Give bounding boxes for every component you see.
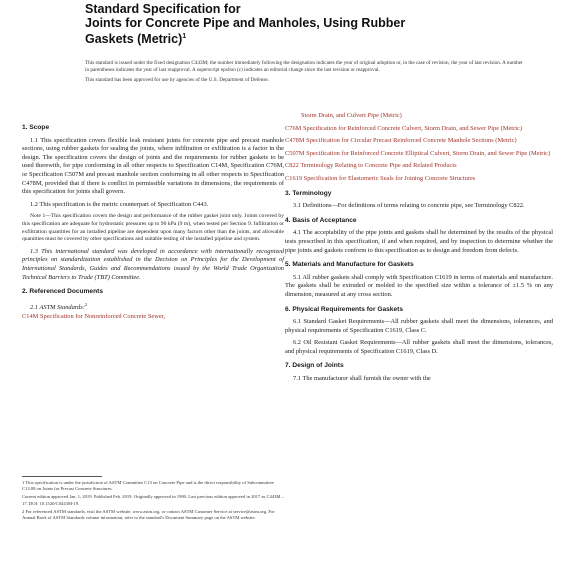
ref-text[interactable]: Specification for Elastomeric Seals for Joining Concrete Structures xyxy=(303,174,476,182)
footnotes xyxy=(22,480,284,523)
ref-c14m-continued[interactable]: Storm Drain, and Culvert Pipe (Metric) xyxy=(301,112,402,119)
ref-c507m[interactable] xyxy=(285,150,553,159)
title-line-2: Joints for Concrete Pipe and Manholes, Using Rubber xyxy=(85,16,406,30)
paragraph-1-2: 1.2 This specification is the metric counterpart of Specification C443. xyxy=(30,200,209,208)
ref-code[interactable]: C822 xyxy=(285,162,299,170)
ref-c14m[interactable] xyxy=(22,313,284,322)
ref-code[interactable]: C478M xyxy=(285,137,305,145)
paragraph-3-1: 3.1 Definitions—For definitions of terms relating to concrete pipe, see Terminology C822. xyxy=(293,202,525,210)
notice-paragraph-2: This standard has been approved for use by agencies of the U.S. Department of Defense. xyxy=(85,77,269,83)
document-title xyxy=(85,2,555,46)
section-6-heading: 6. Physical Requirements for Gaskets xyxy=(285,305,404,313)
ref-c822[interactable] xyxy=(285,162,553,171)
paragraph-1-3: 1.3 This international standard was developed in accordance with internationally recognized principles on standardization established in the Decision on Principles for the Development of International Standards, Guides and Recommendations issued by the World Trade Organization Technical Barriers to Trade (TBT) Committee. xyxy=(22,247,284,281)
ref-text[interactable]: Specification for Circular Precast Reinforced Concrete Manhole Sections (Metric) xyxy=(306,137,517,145)
ref-code[interactable]: C1619 xyxy=(285,174,303,182)
title-line-3-text: Gaskets (Metric) xyxy=(85,32,183,47)
ref-c14m-code[interactable]: C14M xyxy=(22,313,39,321)
paragraph-6-1: 6.1 Standard Gasket Requirements—All rubber gaskets shall meet the dimensions, tolerances, and physical requirements of Specification C1619, Class C. xyxy=(285,318,553,334)
title-line-3 xyxy=(85,30,555,46)
paragraph-5-1: 5.1 All rubber gaskets shall comply with Specification C1619 in terms of materials and manufacture. The gaskets shall be extruded or molded to the specified size within a tolerance of ±1.5 % on any dimension, measured at any cross section. xyxy=(285,273,553,298)
section-2-heading: 2. Referenced Documents xyxy=(22,288,103,296)
ref-text[interactable]: Specification for Reinforced Concrete Culvert, Storm Drain, and Sewer Pipe (Metric) xyxy=(302,124,522,132)
paragraph-6-2: 6.2 Oil Resistant Gasket Requirements—All rubber gaskets shall meet the dimensions, tolerances, and physical requirements of Specification C1619, Class D. xyxy=(285,339,553,355)
ref-text[interactable]: Specification for Reinforced Concrete Elliptical Culvert, Storm Drain, and Sewer Pipe (Metric) xyxy=(306,149,551,157)
ref-c478m[interactable] xyxy=(285,137,553,146)
footnote-1: 1 This specification is under the jurisdiction of ASTM Committee C13 on Concrete Pipe and is the direct responsibility of Subcommittee C13.08 on Joints for Precast Concrete Structures. xyxy=(22,480,274,492)
section-5-heading: 5. Materials and Manufacture for Gaskets xyxy=(285,261,414,269)
paragraph-2-1-text: 2.1 ASTM Standards: xyxy=(30,303,85,311)
ref-text[interactable]: Terminology Relating to Concrete Pipe and Related Products xyxy=(300,162,457,170)
title-line-1: Standard Specification for xyxy=(85,2,241,16)
ref-c14m-text[interactable]: Specification for Nonreinforced Concrete Sewer, xyxy=(39,313,166,321)
paragraph-7-1: 7.1 The manufacturer shall furnish the owner with the xyxy=(293,375,431,383)
note-1: Note 1—This specification covers the design and performance of the rubber gasket joint only. Joints covered by this specification are adequate for hydrostatic pressures up to 90 kPa (9 m), when tested per Section 9. Infiltration or exfiltration quantities for an installed pipeline are dependent upon many factors other than the joints, and allowable quantities must be covered by other specifications and suitable testing of the installed pipeline and system. xyxy=(22,213,284,243)
footnote-2-marker: 2 xyxy=(84,301,88,307)
ref-c1619[interactable] xyxy=(285,175,553,184)
ref-code[interactable]: C76M xyxy=(285,124,302,132)
ref-code[interactable]: C507M xyxy=(285,149,305,157)
section-3-heading: 3. Terminology xyxy=(285,189,332,197)
footnote-1b: Current edition approved Jan. 1, 2019. Published Feb. 2019. Originally approved in 1980. Last previous edition approved in 2017 as C443M – 17. DOI: 10.1520/C0443M-19. xyxy=(22,494,284,506)
designation-notice xyxy=(85,60,525,87)
section-1-heading: 1. Scope xyxy=(22,124,50,131)
section-4-heading: 4. Basis of Acceptance xyxy=(285,216,357,224)
paragraph-1-1: 1.1 This specification covers flexible leak resistant joints for concrete pipe and precast manhole sections, using rubber gaskets for sealing the joints, where infiltration or exfiltration is a factor in the design. The specification covers the design of joints and the requirements for rubber gaskets to be used therewith, for pipe conforming in all other respects to Specification C14M, Specification C76M, or Specification C507M and precast manhole section conforming in all other respects to Specification C478M, provided that if there is conflict in permissible variations in dimensions, the requirements of this specification for joints shall govern. xyxy=(22,136,284,196)
footnote-2: 2 For referenced ASTM standards, visit the ASTM website, www.astm.org, or contact ASTM Customer Service at service@astm.org. For Annual Book of ASTM Standards volume information, refer to the standard's Document Summary page on the ASTM website. xyxy=(22,508,275,521)
ref-c76m[interactable] xyxy=(285,125,553,134)
section-7-heading: 7. Design of Joints xyxy=(285,362,344,370)
paragraph-2-1 xyxy=(22,301,284,313)
notice-paragraph-1: This standard is issued under the fixed designation C443M; the number immediately following the designation indicates the year of original adoption or, in the case of revision, the year of last revision. A number in parentheses indicates the year of last reapproval. A superscript epsilon (ε) indicates an editorial change since the last revision or reapproval. xyxy=(85,60,523,73)
footnote-divider xyxy=(22,476,102,477)
paragraph-4-1: 4.1 The acceptability of the pipe joints and gaskets shall be determined by the results of the physical tests prescribed in this specification, if and when required, and by inspection to determine whether the pipe joints and gaskets conform to this specification as to design and freedom from defects. xyxy=(285,229,553,254)
title-footnote-marker: 1 xyxy=(182,33,187,40)
right-column xyxy=(285,112,553,388)
left-column xyxy=(22,118,284,326)
